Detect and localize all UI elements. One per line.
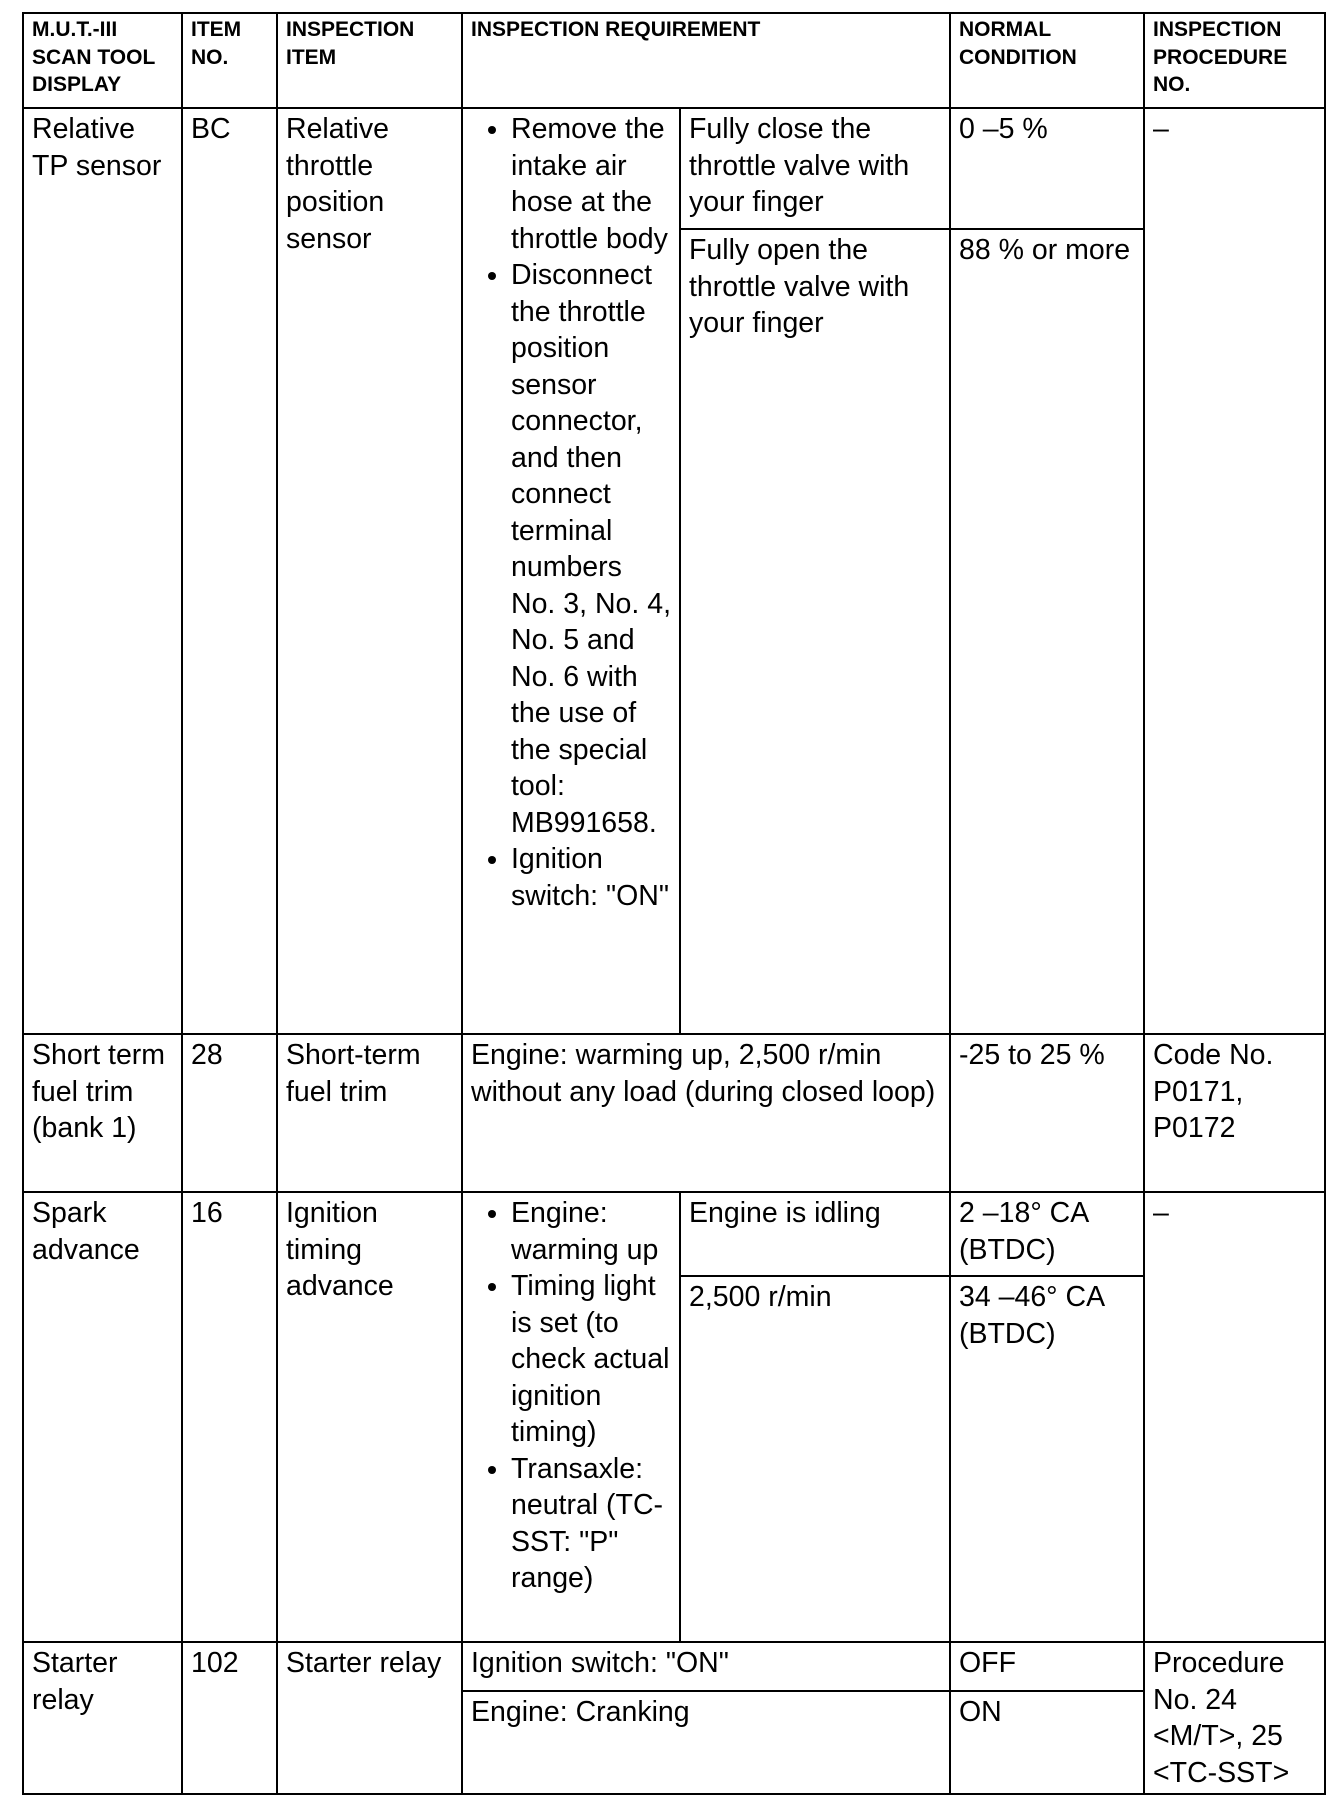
cell-item-no: 102 [182,1642,277,1794]
cell-item-no: 16 [182,1192,277,1642]
cell-procedure: Procedure No. 24 <M/T>, 25 <TC-SST> [1144,1642,1325,1794]
bullet-item: • Remove the intake air hose at the throttle body [511,111,671,257]
cell-display: Relative TP sensor [23,108,182,1034]
cell-normal-condition: 2 –18° CA (BTDC) [950,1192,1144,1276]
cell-inspection-item: Short-term fuel trim [277,1034,462,1192]
table-row [23,1192,1325,1276]
header-inspection-requirement: INSPECTION REQUIREMENT [462,13,950,108]
cell-normal-condition: 0 –5 % [950,108,1144,229]
cell-inspection-item: Relative throttle position sensor [277,108,462,1034]
header-inspection-item: INSPECTION ITEM [277,13,462,108]
bullet-item: • Transaxle: neutral (TC-SST: "P" range) [511,1451,671,1597]
header-display: M.U.T.-III SCAN TOOL DISPLAY [23,13,182,108]
cell-normal-condition: -25 to 25 % [950,1034,1144,1192]
cell-requirement: Engine: warming up, 2,500 r/min without any load (during closed loop) [462,1034,950,1192]
inspection-table [22,12,1326,1795]
header-row [23,13,1325,108]
cell-item-no: 28 [182,1034,277,1192]
table-row [23,1034,1325,1192]
cell-display: Starter relay [23,1642,182,1794]
header-normal-condition: NORMAL CONDITION [950,13,1144,108]
cell-requirement-condition: Fully close the throttle valve with your finger [680,108,950,229]
cell-display: Short term fuel trim (bank 1) [23,1034,182,1192]
cell-normal-condition: 34 –46° CA (BTDC) [950,1276,1144,1642]
cell-requirement-condition: Fully open the throttle valve with your finger [680,229,950,1034]
header-procedure-no: INSPECTION PROCEDURE NO. [1144,13,1325,108]
header-item-no: ITEM NO. [182,13,277,108]
cell-procedure: Code No. P0171, P0172 [1144,1034,1325,1192]
bullet-item: • Engine: warming up [511,1195,671,1268]
cell-requirement-condition: Engine is idling [680,1192,950,1276]
cell-inspection-item: Starter relay [277,1642,462,1794]
cell-normal-condition: 88 % or more [950,229,1144,1034]
cell-requirement-bullets [462,1192,680,1642]
cell-procedure: – [1144,1192,1325,1642]
cell-normal-condition: OFF [950,1642,1144,1691]
cell-item-no: BC [182,108,277,1034]
table-row [23,108,1325,229]
cell-inspection-item: Ignition timing advance [277,1192,462,1642]
bullet-item: • Ignition switch: "ON" [511,841,671,914]
cell-requirement-bullets [462,108,680,1034]
cell-requirement: Engine: Cranking [462,1691,950,1794]
table-row [23,1642,1325,1691]
bullet-item: • Disconnect the throttle position sensor connector, and then connect terminal numbers No. 3, No. 4, No. 5 and No. 6 with the use of the special tool: MB991658. [511,257,671,841]
cell-display: Spark advance [23,1192,182,1642]
bullet-item: • Timing light is set (to check actual ignition timing) [511,1268,671,1451]
cell-requirement-condition: 2,500 r/min [680,1276,950,1642]
cell-procedure: – [1144,108,1325,1034]
cell-normal-condition: ON [950,1691,1144,1794]
cell-requirement: Ignition switch: "ON" [462,1642,950,1691]
